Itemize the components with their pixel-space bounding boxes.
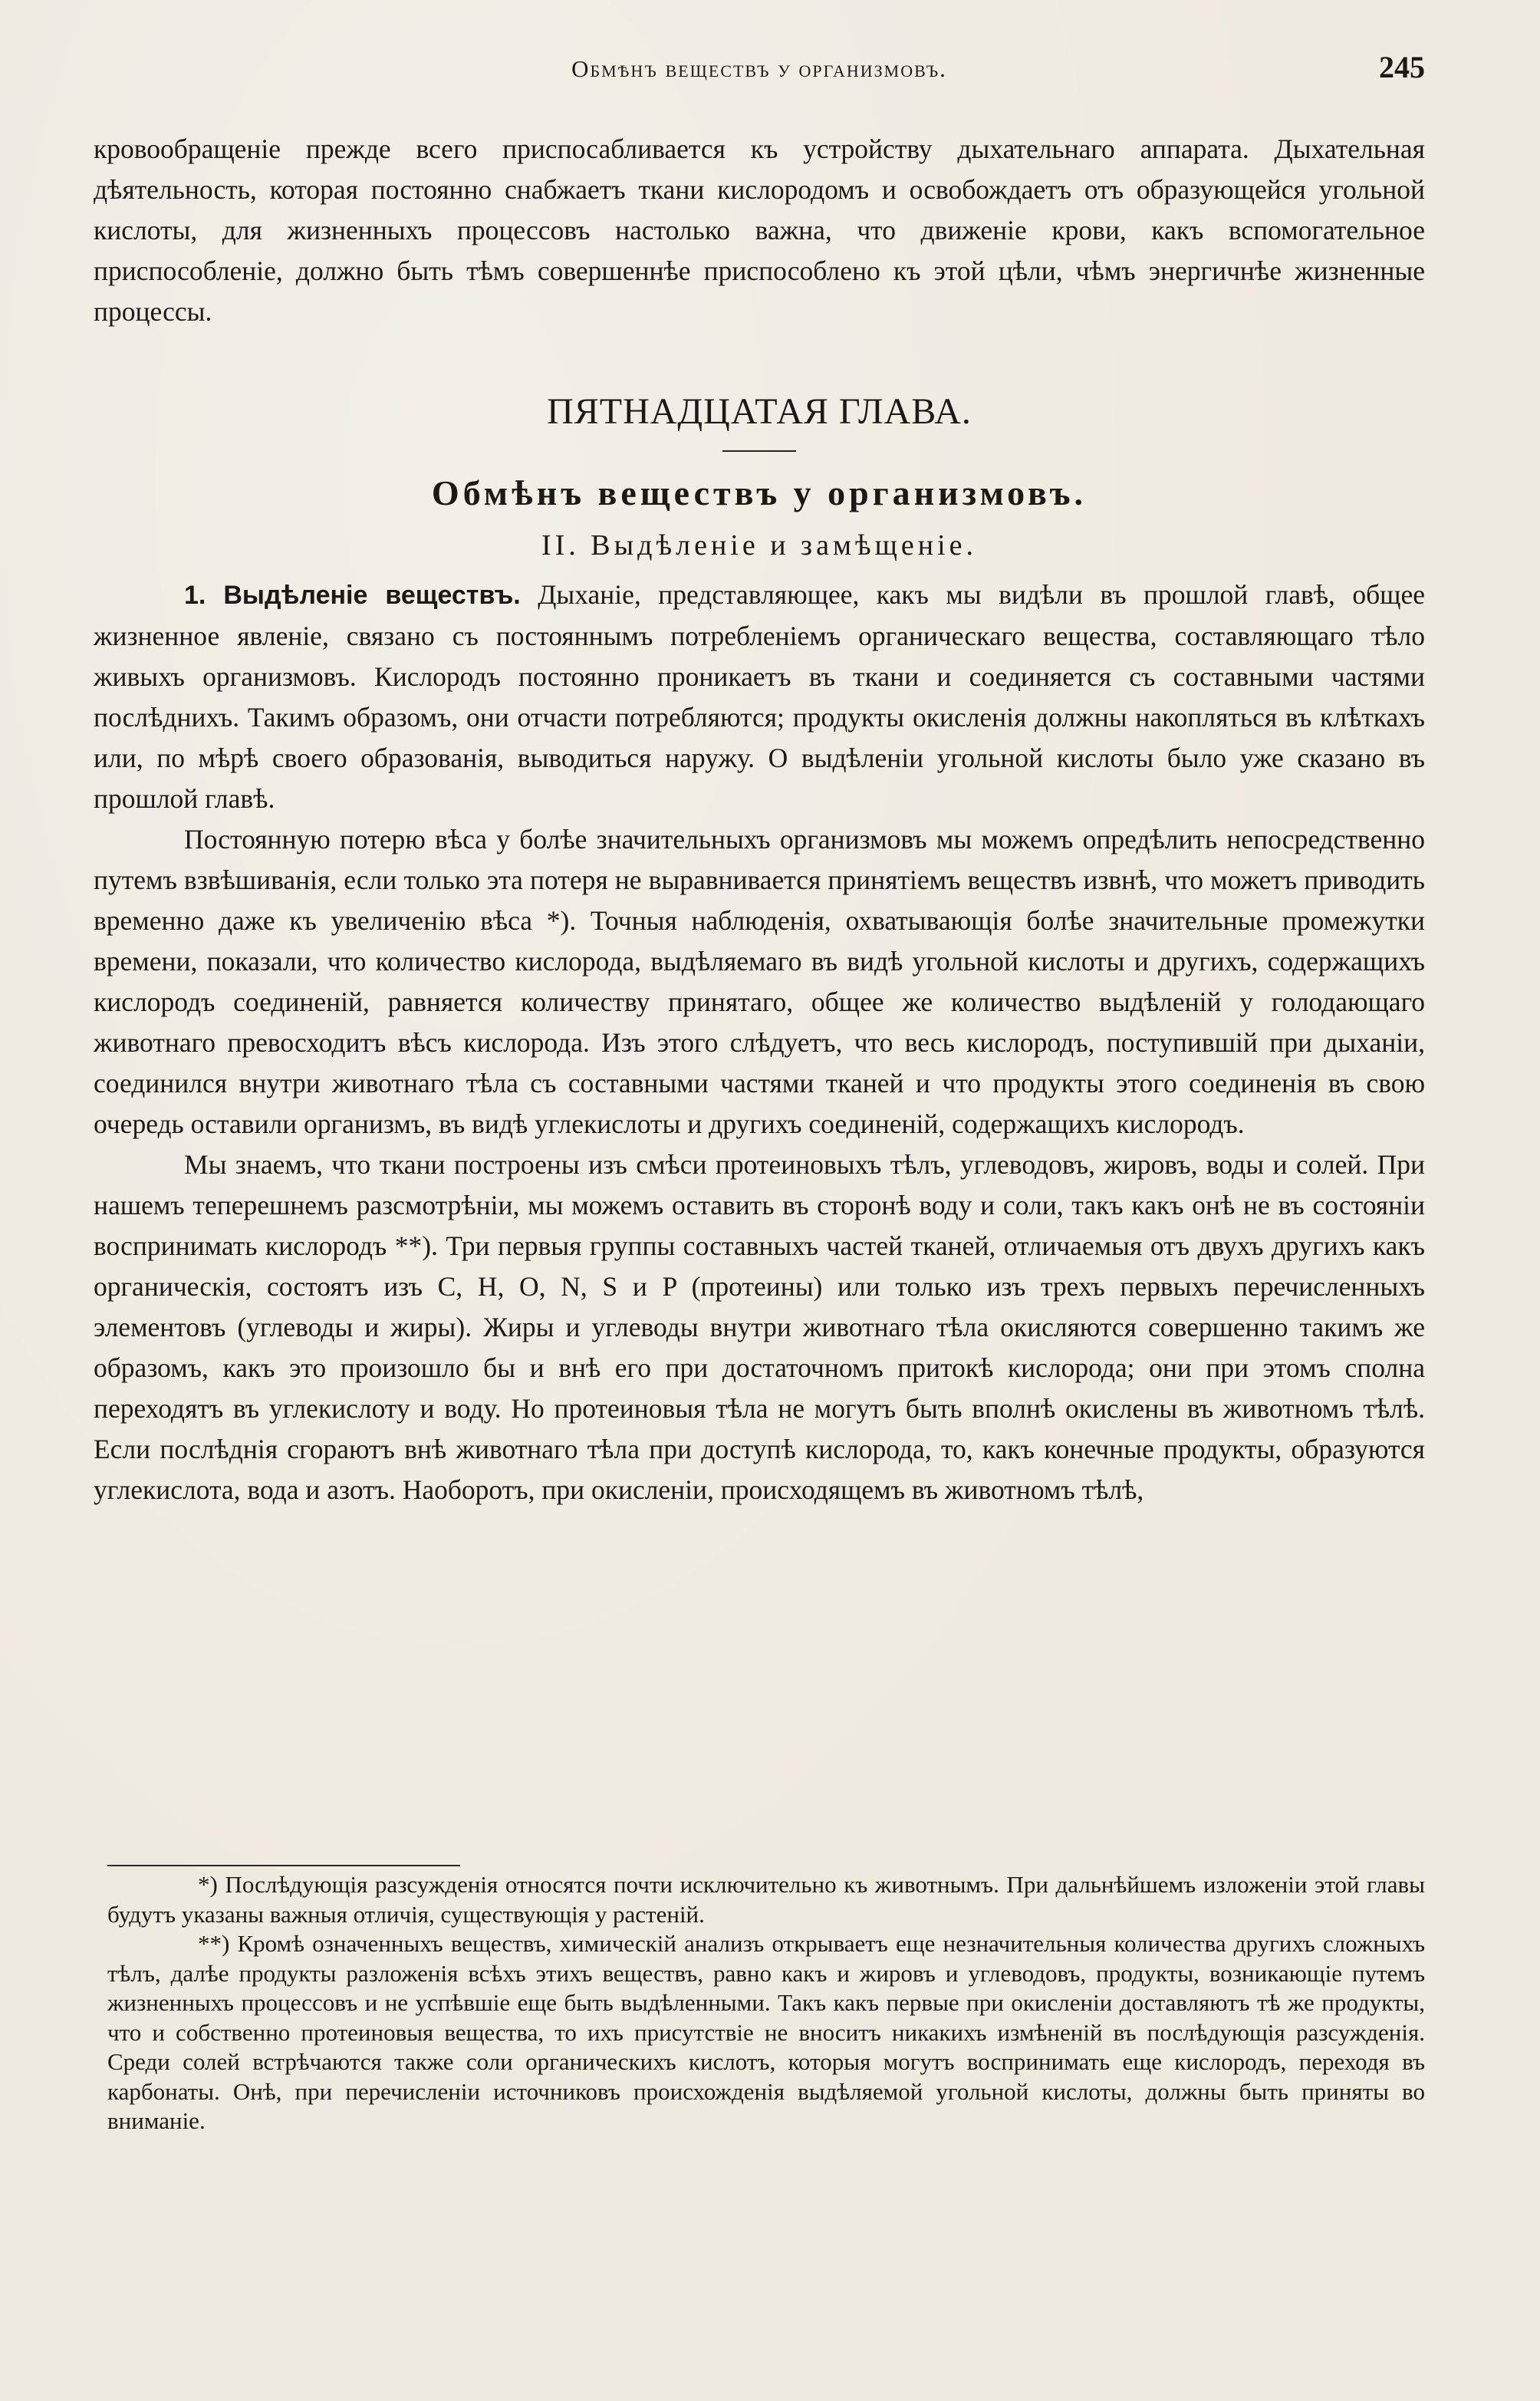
intro-paragraph: кровообращеніе прежде всего приспосабливается къ устройству дыхательнаго аппарата. Дыхательная дѣятельность, которая постоянно снабжаетъ ткани кислородомъ и освобождаетъ отъ образующейся угольной кислоты, для жизненныхъ процессовъ настолько важна, что движеніе крови, какъ вспомогательное приспособленіе, должно быть тѣмъ совершеннѣе приспособлено къ этой цѣли, чѣмъ энергичнѣе жизненные процессы. [94, 133, 1425, 327]
paragraph [94, 1145, 1425, 1510]
paragraph-text: Дыханіе, представляющее, какъ мы видѣли въ прошлой главѣ, общее жизненное явленіе, связано съ постояннымъ потребленіемъ органическаго вещества, составляющаго тѣло живыхъ организмовъ. Кислородъ постоянно проникаетъ въ ткани и соединяется съ составными частями послѣднихъ. Такимъ образомъ, они отчасти потребляются; продукты окисленія должны накопляться въ клѣткахъ или, по мѣрѣ своего образованія, выводиться наружу. О выдѣленіи угольной кислоты было уже сказано въ прошлой главѣ. [94, 579, 1425, 814]
paragraph-text: Мы знаемъ, что ткани построены изъ смѣси протеиновыхъ тѣлъ, углеводовъ, жировъ, воды и солей. При нашемъ теперешнемъ разсмотрѣніи, мы можемъ оставить въ сторонѣ воду и соли, такъ какъ онѣ не въ состояніи воспринимать кислородъ **). Три первыя группы составныхъ частей тканей, отличаемыя отъ двухъ другихъ какъ органическія, состоятъ изъ C, H, O, N, S и P (протеины) или только изъ трехъ первыхъ перечисленныхъ элементовъ (углеводы и жиры). Жиры и углеводы внутри животнаго тѣла окисляются совершенно такимъ же образомъ, какъ это произошло бы и внѣ его при достаточномъ притокѣ кислорода; они при этомъ сполна переходятъ въ углекислоту и воду. Но протеиновыя тѣла не могутъ быть вполнѣ окислены въ животномъ тѣлѣ. Если послѣднія сгораютъ внѣ животнаго тѣла при доступѣ кислорода, то, какъ конечные продукты, образуются углекислота, вода и азотъ. Наоборотъ, при окисленіи, происходящемъ въ животномъ тѣлѣ, [94, 1149, 1425, 1505]
paragraph [94, 819, 1425, 1145]
paragraph-text: Постоянную потерю вѣса у болѣе значительныхъ организмовъ мы можемъ опредѣлить непосредственно путемъ взвѣшиванія, если только эта потеря не выравнивается принятіемъ веществъ извнѣ, что можетъ приводить временно даже къ увеличенію вѣса *). Точныя наблюденія, охватывающія болѣе значительные промежутки времени, показали, что количество кислорода, выдѣляемаго въ видѣ угольной кислоты и другихъ, содержащихъ кислородъ соединеній, равняется количеству принятаго, общее же количество выдѣленій у голодающаго животнаго превосходитъ вѣсъ кислорода. Изъ этого слѣдуетъ, что весь кислородъ, поступившій при дыханіи, соединился внутри животнаго тѣла съ составными частями тканей и что продукты этого соединенія въ свою очередь оставили организмъ, въ видѣ углекислоты и другихъ соединеній, содержащихъ кислородъ. [94, 824, 1425, 1139]
footnote-divider [107, 1865, 460, 1866]
run-in-heading: 1. Выдѣленіе веществъ. [184, 581, 521, 610]
paragraph [94, 575, 1425, 819]
running-head [94, 50, 1425, 94]
chapter-title: ПЯТНАДЦАТАЯ ГЛАВА. [547, 391, 972, 432]
body-text [94, 129, 1425, 1510]
page-number: 245 [1379, 50, 1425, 84]
footnote: *) Послѣдующія разсужденія относятся почти исключительно къ животнымъ. При дальнѣйшемъ изложеніи этой главы будутъ указаны важныя отличія, существующія у растеній. [107, 1871, 1425, 1928]
chapter-divider [722, 450, 796, 452]
footnote: **) Кромѣ означенныхъ веществъ, химическій анализъ открываетъ еще незначительныя количества другихъ сложныхъ тѣлъ, далѣе продукты разложенія всѣхъ этихъ веществъ, равно какъ и жировъ и углеводовъ, продукты, возникающіе путемъ жизненныхъ процессовъ и не успѣвшіе еще быть выдѣленными. Такъ какъ первые при окисленіи доставляютъ тѣ же продукты, что и собственно протеиновыя вещества, то ихъ присутствіе не вноситъ никакихъ измѣненій въ послѣдующія разсужденія. Среди солей встрѣчаются также соли органическихъ кислотъ, которыя могутъ воспринимать еще кислородъ, переходя въ карбонаты. Онѣ, при перечисленіи источниковъ происхожденія выдѣляемой угольной кислоты, должны быть приняты во вниманіе. [107, 1930, 1425, 2134]
section-title: Обмѣнъ веществъ у организмовъ. [431, 473, 1088, 512]
subsection-title: II. Выдѣленіе и замѣщеніе. [541, 529, 978, 562]
running-title: Обмѣнъ веществъ у организмовъ. [571, 55, 947, 82]
footnotes [107, 1870, 1425, 2136]
